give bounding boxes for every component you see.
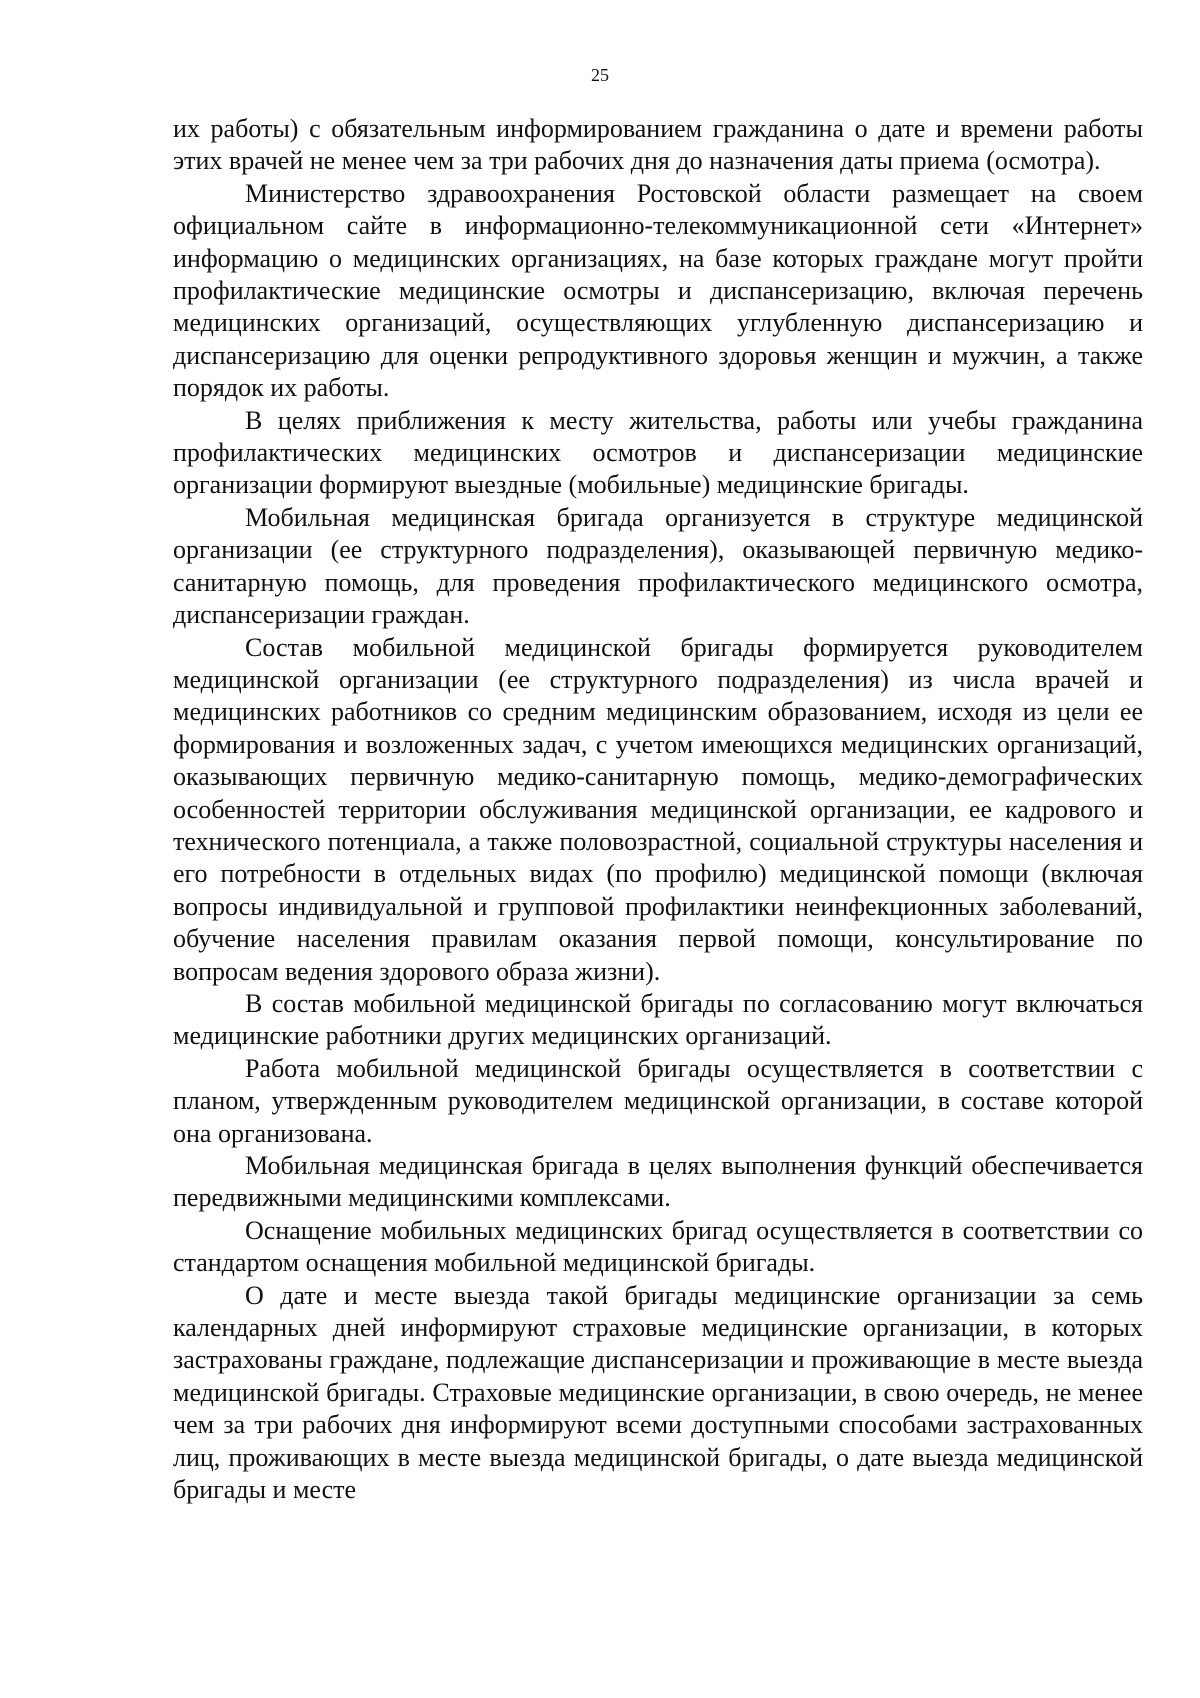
paragraph-mobile-team-composition: Состав мобильной медицинской бригады формируется руководителем медицинской организации (ее структурного подразделения) из числа врачей и медицинских работников со средним медицинским образованием, исходя из цели ее формирования и возложенных задач, с учетом имеющихся медицинских организаций, оказывающих первичную медико-санитарную помощь, медико-демографических особенностей территории обслуживания медицинской организации, ее кадрового и технического потенциала, а также половозрастной, социальной структуры населения и его потребности в отдельных видах (по профилю) медицинской помощи (включая вопросы индивидуальной и групповой профилактики неинфекционных заболеваний, обучение населения правилам оказания первой помощи, консультирование по вопросам ведения здорового образа жизни). (173, 632, 1143, 986)
paragraph-team-work-plan: Работа мобильной медицинской бригады осуществляется в соответствии с планом, утвержденным руководителем медицинской организации, в составе которой она организована. (173, 1053, 1143, 1148)
paragraph-mobile-complexes: Мобильная медицинская бригада в целях выполнения функций обеспечивается передвижными медицинскими комплексами. (173, 1151, 1143, 1213)
document-body (173, 113, 1143, 1506)
paragraph-mobile-teams-purpose: В целях приближения к месту жительства, работы или учебы гражданина профилактических медицинских осмотров и диспансеризации медицинские организации формируют выездные (мобильные) медицинские бригады. (173, 405, 1143, 500)
paragraph-equipment-standard: Оснащение мобильных медицинских бригад осуществляется в соответствии со стандартом оснащения мобильной медицинской бригады. (173, 1215, 1143, 1278)
page-number: 25 (591, 65, 609, 85)
paragraph-mobile-team-organization: Мобильная медицинская бригада организуется в структуре медицинской организации (ее структурного подразделения), оказывающей первичную медико-санитарную помощь, для проведения профилактического медицинского осмотра, диспансеризации граждан. (173, 502, 1143, 630)
paragraph-visit-notification: О дате и месте выезда такой бригады медицинские организации за семь календарных дней информируют страховые медицинские организации, в которых застрахованы граждане, подлежащие диспансеризации и проживающие в месте выезда медицинской бригады. Страховые медицинские организации, в свою очередь, не менее чем за три рабочих дня информируют всеми доступными способами застрахованных лиц, проживающих в месте выезда медицинской бригады, о дате выезда медицинской бригады и месте (173, 1280, 1143, 1505)
paragraph-ministry-website: Министерство здравоохранения Ростовской области размещает на своем официальном сайте в информационно-телекоммуникационной сети «Интернет» информацию о медицинских организациях, на базе которых граждане могут пройти профилактические медицинские осмотры и диспансеризацию, включая перечень медицинских организаций, осуществляющих углубленную диспансеризацию и диспансеризацию для оценки репродуктивного здоровья женщин и мужчин, а также порядок их работы. (173, 178, 1143, 403)
paragraph-continuation: их работы) с обязательным информированием гражданина о дате и времени работы этих врачей не менее чем за три рабочих дня до назначения даты приема (осмотра). (173, 114, 1143, 176)
paragraph-team-membership: В состав мобильной медицинской бригады по согласованию могут включаться медицинские работники других медицинских организаций. (173, 988, 1143, 1051)
